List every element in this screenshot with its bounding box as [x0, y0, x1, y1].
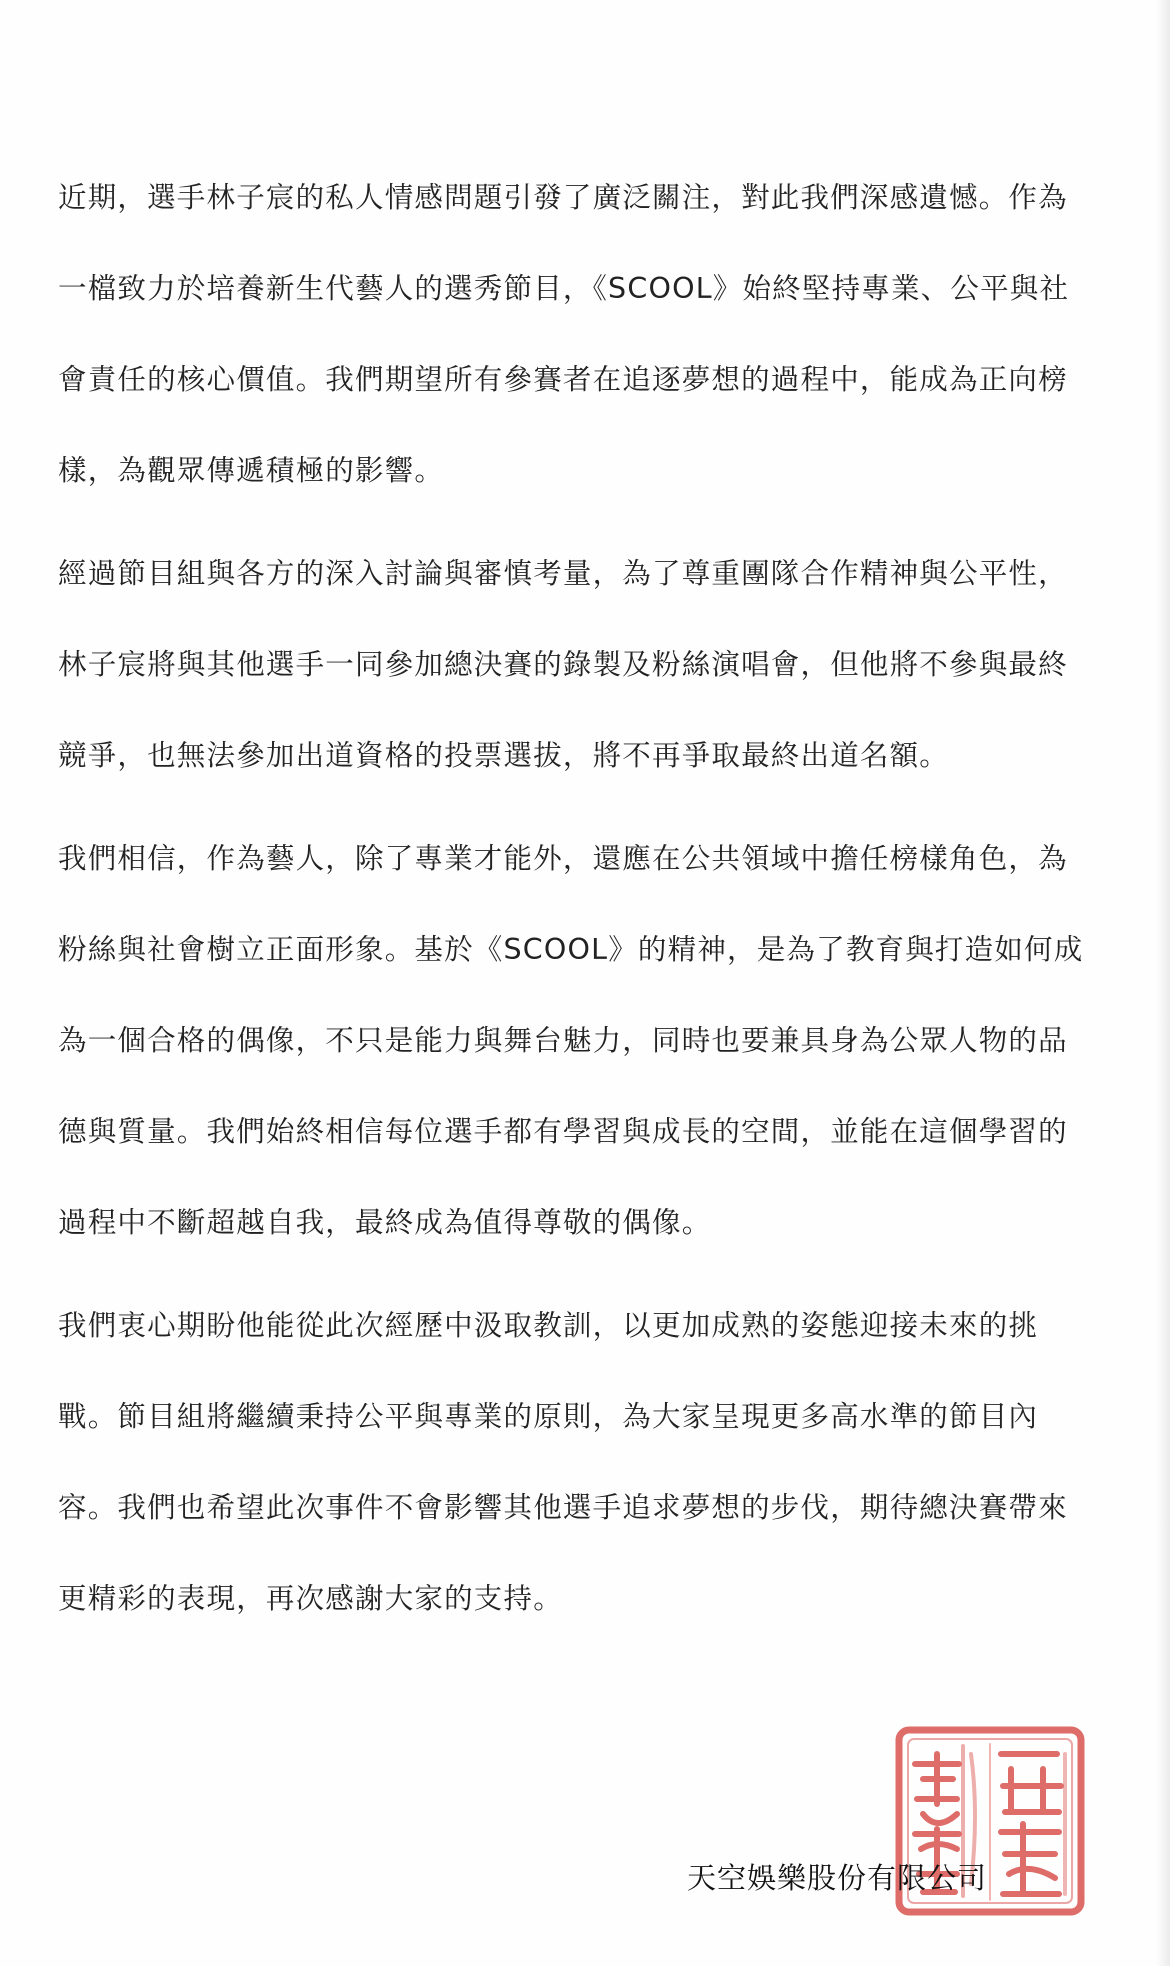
- text-line: 德與質量。我們始終相信每位選手都有學習與成長的空間，並能在這個學習的: [58, 1115, 1068, 1148]
- paragraph-1: [58, 168, 1113, 501]
- text-line: 容。我們也希望此次事件不會影響其他選手追求夢想的步伐，期待總決賽帶來: [58, 1491, 1068, 1524]
- paragraph-2: [58, 544, 1113, 786]
- text-line: 樣，為觀眾傳遞積極的影響。: [58, 454, 445, 487]
- text-line: 更精彩的表現，再次感謝大家的支持。: [58, 1582, 563, 1615]
- text-line: 我們衷心期盼他能從此次經歷中汲取教訓，以更加成熟的姿態迎接未來的挑: [58, 1309, 1039, 1342]
- text-line: 近期，選手林子宸的私人情感問題引發了廣泛關注，對此我們深感遺憾。作為: [58, 181, 1068, 214]
- text-line: 我們相信，作為藝人，除了專業才能外，還應在公共領域中擔任榜樣角色，為: [58, 842, 1068, 875]
- text-line: 經過節目組與各方的深入討論與審慎考量，為了尊重團隊合作精神與公平性，: [58, 557, 1068, 590]
- statement-body: [58, 168, 1113, 1672]
- text-line: 競爭，也無法參加出道資格的投票選拔，將不再爭取最終出道名額。: [58, 739, 950, 772]
- paragraph-3: [58, 829, 1113, 1253]
- paragraph-4: [58, 1296, 1113, 1629]
- text-line: 為一個合格的偶像，不只是能力與舞台魅力，同時也要兼具身為公眾人物的品: [58, 1024, 1068, 1057]
- text-line: 一檔致力於培養新生代藝人的選秀節目，《SCOOL》始終堅持專業、公平與社: [58, 272, 1070, 305]
- text-line: 戰。節目組將繼續秉持公平與專業的原則，為大家呈現更多高水準的節目內: [58, 1400, 1039, 1433]
- text-line: 會責任的核心價值。我們期望所有參賽者在追逐夢想的過程中，能成為正向榜: [58, 363, 1068, 396]
- text-line: 粉絲與社會樹立正面形象。基於《SCOOL》的精神，是為了教育與打造如何成: [58, 933, 1084, 966]
- company-name-signature: 天空娛樂股份有限公司: [687, 1861, 988, 1895]
- page-edge-shadow: [1156, 0, 1170, 1966]
- text-line: 過程中不斷超越自我，最終成為值得尊敬的偶像。: [58, 1206, 712, 1239]
- text-line: 林子宸將與其他選手一同參加總決賽的錄製及粉絲演唱會，但他將不參與最終: [58, 648, 1068, 681]
